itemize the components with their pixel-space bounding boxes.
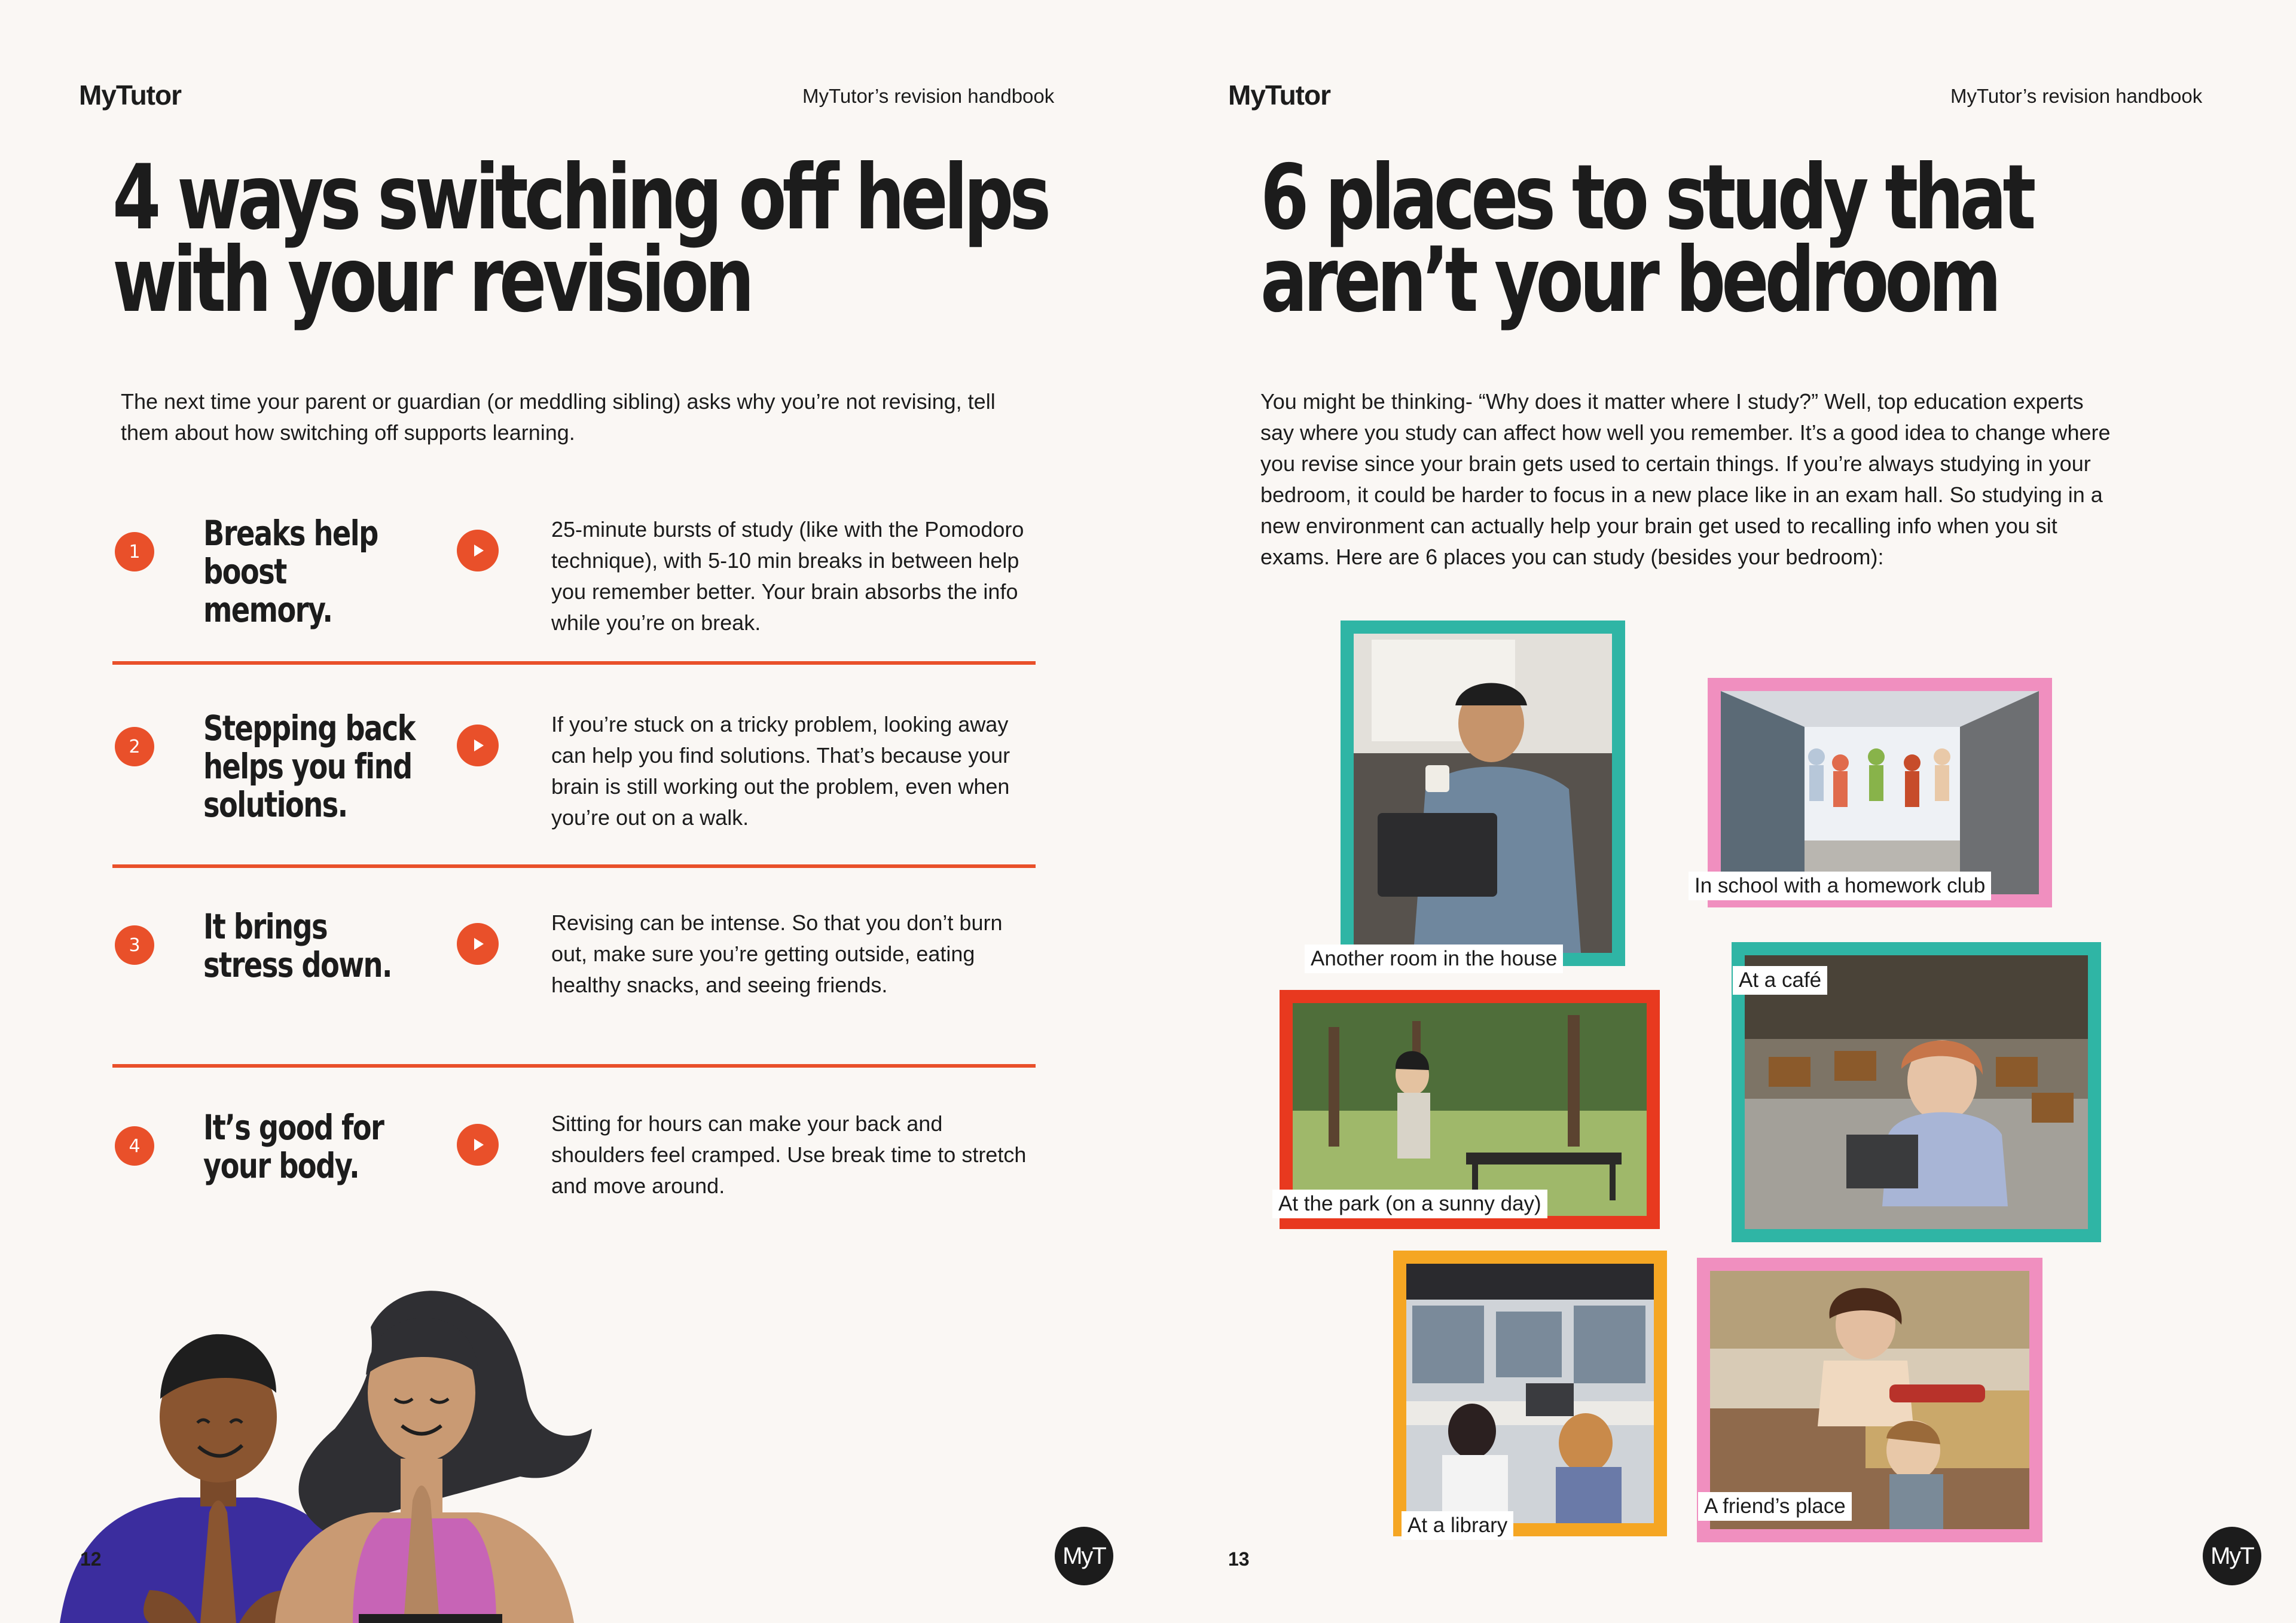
room-image — [1354, 634, 1612, 953]
number-badge: 3 — [115, 925, 154, 965]
photo-caption: At a library — [1402, 1511, 1513, 1540]
number-badge: 4 — [115, 1126, 154, 1166]
number-badge: 2 — [115, 727, 154, 766]
meditating-people-illustration — [0, 1231, 1148, 1623]
brand-badge: MyT — [2203, 1527, 2261, 1585]
running-title: MyTutor’s revision handbook — [802, 85, 1055, 107]
brand-logo: MyTutor — [1228, 80, 1331, 111]
item-title: Breaks help boost memory. — [203, 513, 378, 630]
photo-caption: In school with a homework club — [1689, 872, 1991, 900]
photo-library — [1393, 1251, 1667, 1536]
library-image — [1406, 1264, 1654, 1523]
divider — [112, 661, 1036, 665]
brand-logo: MyTutor — [79, 80, 182, 111]
right-page — [1148, 0, 2296, 1623]
item-body: Sitting for hours can make your back and shoulders feel cramped. Use break time to stretch and move around. — [551, 1111, 1027, 1198]
page-number: 13 — [1228, 1548, 1250, 1570]
brand-badge: MyT — [1055, 1527, 1113, 1585]
photo-caption: A friend’s place — [1698, 1492, 1852, 1521]
item-title: Stepping back helps you find solutions. — [203, 708, 415, 825]
photo-caption: At the park (on a sunny day) — [1272, 1190, 1547, 1218]
play-icon — [457, 1124, 499, 1166]
play-icon — [457, 725, 499, 766]
running-title: MyTutor’s revision handbook — [1950, 85, 2203, 107]
item-body: 25-minute bursts of study (like with the Pomodoro technique), with 5-10 min breaks in between help you remember better. Your brain absorbs the info while you’re on break. — [551, 517, 1024, 635]
page-title: 6 places to study that aren’t your bedroom — [1260, 146, 2032, 332]
cafe-image — [1745, 955, 2088, 1229]
friends-place-image — [1710, 1271, 2029, 1529]
play-icon — [457, 923, 499, 965]
photo-another-room — [1341, 621, 1625, 966]
item-body: Revising can be intense. So that you don’t burn out, make sure you’re getting outside, eating healthy snacks, and seeing friends. — [551, 910, 1003, 997]
divider — [112, 864, 1036, 868]
intro-text: You might be thinking- “Why does it matter where I study?” Well, top education experts say where you study can affect how well you remember. It’s a good idea to change where you revise since your brain gets used to certain things. If you’re always studying in your bedroom, it could be harder to focus in a new place like in an exam hall. So studying in a new environment can actually help your brain get used to recalling info when you sit exams. Here are 6 places you can study (besides your bedroom): — [1260, 389, 2111, 569]
page-number: 12 — [80, 1548, 102, 1570]
school-image — [1721, 691, 2039, 894]
item-title: It’s good for your body. — [203, 1107, 384, 1186]
photo-caption: At a café — [1733, 966, 1827, 995]
park-image — [1293, 1003, 1647, 1216]
page-title: 4 ways switching off helps with your revision — [112, 146, 1048, 332]
photo-caption: Another room in the house — [1305, 945, 1563, 973]
divider — [112, 1064, 1036, 1068]
item-title: It brings stress down. — [203, 906, 392, 985]
intro-text: The next time your parent or guardian (or meddling sibling) asks why you’re not revising, tell them about how switching off supports learning. — [121, 389, 996, 445]
item-body: If you’re stuck on a tricky problem, looking away can help you find solutions. That’s because your brain is still working out the problem, even when you’re out on a walk. — [551, 712, 1010, 830]
play-icon — [457, 530, 499, 571]
number-badge: 1 — [115, 532, 154, 571]
